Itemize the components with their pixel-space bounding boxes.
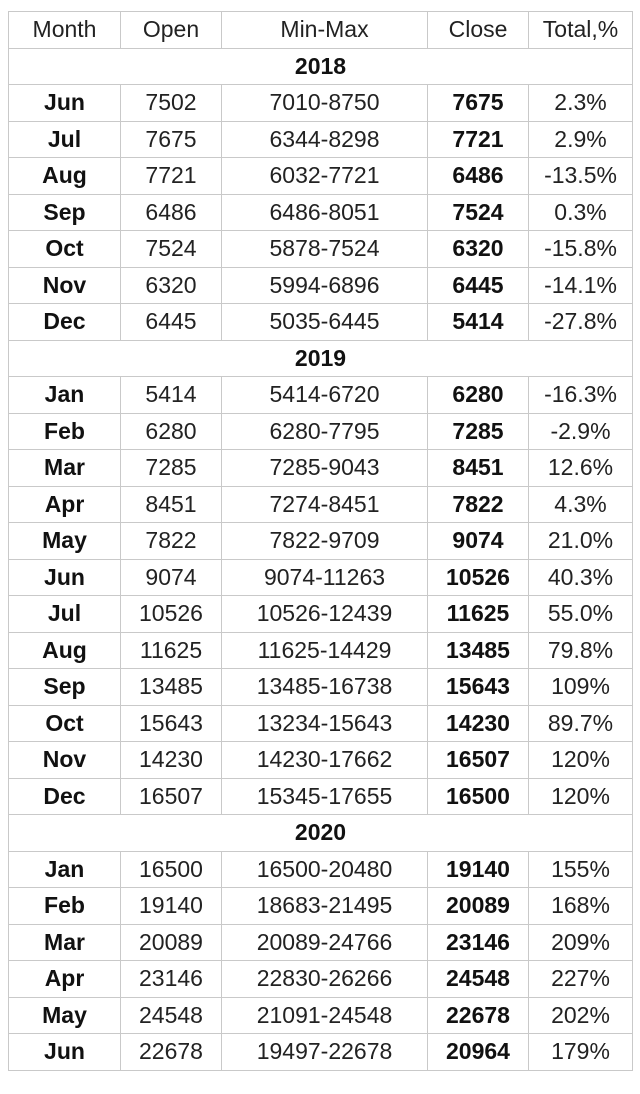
table-row <box>9 158 633 195</box>
cell-close: 19140 <box>428 851 529 888</box>
cell-close: 6280 <box>428 377 529 414</box>
cell-month: Jan <box>9 377 121 414</box>
table-row <box>9 961 633 998</box>
cell-min-max: 13485-16738 <box>222 669 428 706</box>
cell-month: Mar <box>9 450 121 487</box>
cell-open: 15643 <box>121 705 222 742</box>
header-open: Open <box>121 12 222 49</box>
table-row <box>9 413 633 450</box>
table-row <box>9 194 633 231</box>
cell-total: -2.9% <box>529 413 633 450</box>
cell-close: 8451 <box>428 450 529 487</box>
cell-open: 13485 <box>121 669 222 706</box>
cell-month: Sep <box>9 194 121 231</box>
price-table <box>8 11 633 1071</box>
cell-month: Jun <box>9 85 121 122</box>
cell-total: 120% <box>529 742 633 779</box>
cell-min-max: 7822-9709 <box>222 523 428 560</box>
cell-close: 9074 <box>428 523 529 560</box>
cell-close: 10526 <box>428 559 529 596</box>
cell-min-max: 6344-8298 <box>222 121 428 158</box>
cell-total: 202% <box>529 997 633 1034</box>
table-row <box>9 669 633 706</box>
table-row <box>9 997 633 1034</box>
cell-month: Nov <box>9 742 121 779</box>
cell-month: Mar <box>9 924 121 961</box>
cell-month: May <box>9 523 121 560</box>
cell-month: Feb <box>9 888 121 925</box>
cell-open: 7721 <box>121 158 222 195</box>
table-row <box>9 267 633 304</box>
cell-total: -14.1% <box>529 267 633 304</box>
table-row <box>9 304 633 341</box>
year-label: 2018 <box>9 48 633 85</box>
year-label: 2019 <box>9 340 633 377</box>
cell-min-max: 22830-26266 <box>222 961 428 998</box>
cell-open: 7822 <box>121 523 222 560</box>
cell-month: Nov <box>9 267 121 304</box>
cell-month: Jul <box>9 121 121 158</box>
cell-open: 6320 <box>121 267 222 304</box>
cell-close: 16500 <box>428 778 529 815</box>
cell-close: 7524 <box>428 194 529 231</box>
cell-total: 120% <box>529 778 633 815</box>
cell-month: Aug <box>9 632 121 669</box>
cell-open: 19140 <box>121 888 222 925</box>
cell-total: 209% <box>529 924 633 961</box>
table-row <box>9 450 633 487</box>
cell-min-max: 13234-15643 <box>222 705 428 742</box>
cell-min-max: 5035-6445 <box>222 304 428 341</box>
cell-total: 168% <box>529 888 633 925</box>
table-row <box>9 888 633 925</box>
cell-total: 79.8% <box>529 632 633 669</box>
cell-month: Dec <box>9 304 121 341</box>
cell-month: Feb <box>9 413 121 450</box>
year-label: 2020 <box>9 815 633 852</box>
cell-open: 16507 <box>121 778 222 815</box>
cell-min-max: 5994-6896 <box>222 267 428 304</box>
header-total: Total,% <box>529 12 633 49</box>
cell-month: Sep <box>9 669 121 706</box>
table-row <box>9 523 633 560</box>
cell-total: -27.8% <box>529 304 633 341</box>
year-row <box>9 340 633 377</box>
cell-total: 12.6% <box>529 450 633 487</box>
cell-min-max: 6032-7721 <box>222 158 428 195</box>
table-row <box>9 1034 633 1071</box>
cell-month: Oct <box>9 705 121 742</box>
cell-close: 6445 <box>428 267 529 304</box>
table-row <box>9 85 633 122</box>
cell-close: 22678 <box>428 997 529 1034</box>
cell-close: 24548 <box>428 961 529 998</box>
cell-close: 6486 <box>428 158 529 195</box>
table-row <box>9 596 633 633</box>
table-row <box>9 778 633 815</box>
cell-close: 11625 <box>428 596 529 633</box>
table-row <box>9 742 633 779</box>
cell-total: 109% <box>529 669 633 706</box>
cell-month: May <box>9 997 121 1034</box>
cell-close: 20089 <box>428 888 529 925</box>
cell-month: Apr <box>9 486 121 523</box>
cell-min-max: 19497-22678 <box>222 1034 428 1071</box>
cell-open: 22678 <box>121 1034 222 1071</box>
cell-close: 13485 <box>428 632 529 669</box>
cell-total: 4.3% <box>529 486 633 523</box>
cell-min-max: 5414-6720 <box>222 377 428 414</box>
cell-open: 20089 <box>121 924 222 961</box>
cell-total: 2.9% <box>529 121 633 158</box>
table-row <box>9 486 633 523</box>
cell-open: 6280 <box>121 413 222 450</box>
year-row <box>9 48 633 85</box>
cell-close: 7721 <box>428 121 529 158</box>
cell-open: 7502 <box>121 85 222 122</box>
cell-min-max: 6280-7795 <box>222 413 428 450</box>
cell-min-max: 15345-17655 <box>222 778 428 815</box>
cell-close: 16507 <box>428 742 529 779</box>
cell-open: 7285 <box>121 450 222 487</box>
cell-open: 7675 <box>121 121 222 158</box>
table-row <box>9 924 633 961</box>
cell-close: 6320 <box>428 231 529 268</box>
cell-open: 6486 <box>121 194 222 231</box>
cell-close: 20964 <box>428 1034 529 1071</box>
cell-month: Oct <box>9 231 121 268</box>
cell-open: 23146 <box>121 961 222 998</box>
cell-min-max: 7285-9043 <box>222 450 428 487</box>
year-row <box>9 815 633 852</box>
cell-close: 5414 <box>428 304 529 341</box>
cell-close: 14230 <box>428 705 529 742</box>
table-row <box>9 851 633 888</box>
cell-total: 0.3% <box>529 194 633 231</box>
cell-total: 21.0% <box>529 523 633 560</box>
header-row <box>9 12 633 49</box>
cell-open: 24548 <box>121 997 222 1034</box>
cell-close: 15643 <box>428 669 529 706</box>
cell-min-max: 16500-20480 <box>222 851 428 888</box>
cell-open: 11625 <box>121 632 222 669</box>
cell-close: 7285 <box>428 413 529 450</box>
cell-close: 7675 <box>428 85 529 122</box>
cell-total: 55.0% <box>529 596 633 633</box>
header-min-max: Min-Max <box>222 12 428 49</box>
cell-total: 179% <box>529 1034 633 1071</box>
header-close: Close <box>428 12 529 49</box>
cell-month: Jun <box>9 1034 121 1071</box>
cell-min-max: 7010-8750 <box>222 85 428 122</box>
cell-month: Jul <box>9 596 121 633</box>
table-body <box>9 48 633 1070</box>
table-row <box>9 559 633 596</box>
cell-month: Dec <box>9 778 121 815</box>
cell-total: 89.7% <box>529 705 633 742</box>
cell-month: Jun <box>9 559 121 596</box>
cell-total: -15.8% <box>529 231 633 268</box>
cell-min-max: 11625-14429 <box>222 632 428 669</box>
header-month: Month <box>9 12 121 49</box>
table-header <box>9 12 633 49</box>
cell-total: 40.3% <box>529 559 633 596</box>
price-table-container <box>8 11 633 1071</box>
cell-open: 6445 <box>121 304 222 341</box>
cell-min-max: 7274-8451 <box>222 486 428 523</box>
cell-month: Jan <box>9 851 121 888</box>
cell-open: 10526 <box>121 596 222 633</box>
cell-min-max: 9074-11263 <box>222 559 428 596</box>
cell-total: 155% <box>529 851 633 888</box>
table-row <box>9 705 633 742</box>
cell-total: -16.3% <box>529 377 633 414</box>
cell-close: 7822 <box>428 486 529 523</box>
cell-open: 7524 <box>121 231 222 268</box>
cell-total: 227% <box>529 961 633 998</box>
cell-min-max: 20089-24766 <box>222 924 428 961</box>
cell-min-max: 14230-17662 <box>222 742 428 779</box>
cell-min-max: 10526-12439 <box>222 596 428 633</box>
table-row <box>9 231 633 268</box>
cell-open: 14230 <box>121 742 222 779</box>
table-row <box>9 632 633 669</box>
cell-open: 5414 <box>121 377 222 414</box>
cell-month: Apr <box>9 961 121 998</box>
cell-month: Aug <box>9 158 121 195</box>
cell-close: 23146 <box>428 924 529 961</box>
table-row <box>9 121 633 158</box>
cell-open: 8451 <box>121 486 222 523</box>
cell-total: -13.5% <box>529 158 633 195</box>
cell-min-max: 21091-24548 <box>222 997 428 1034</box>
table-row <box>9 377 633 414</box>
cell-min-max: 6486-8051 <box>222 194 428 231</box>
cell-total: 2.3% <box>529 85 633 122</box>
cell-open: 16500 <box>121 851 222 888</box>
cell-min-max: 5878-7524 <box>222 231 428 268</box>
cell-min-max: 18683-21495 <box>222 888 428 925</box>
cell-open: 9074 <box>121 559 222 596</box>
